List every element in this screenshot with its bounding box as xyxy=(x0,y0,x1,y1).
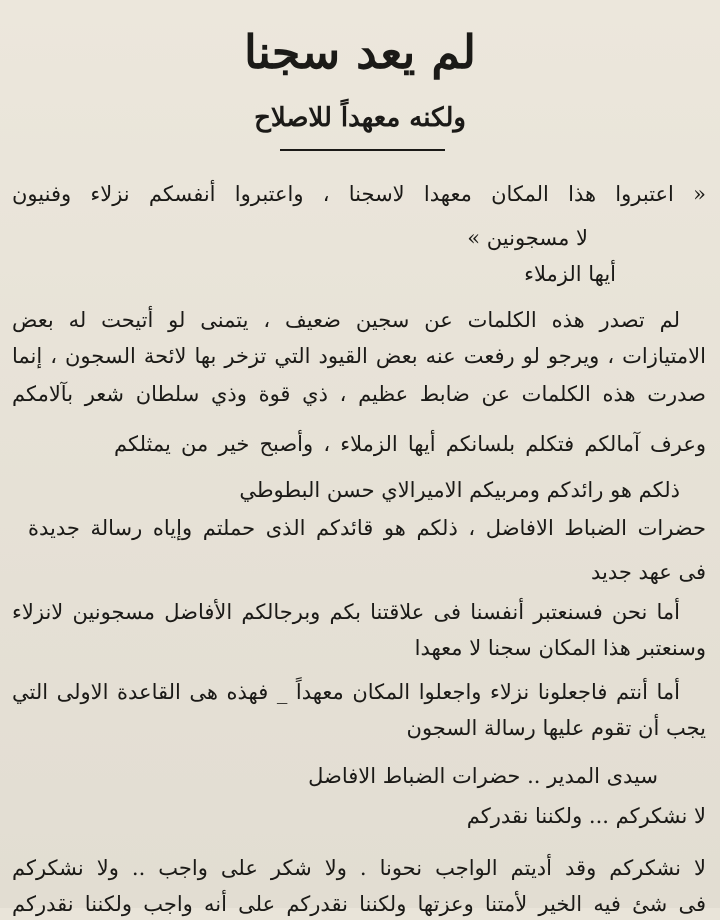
text-line: لا نشكركم وقد أديتم الواجب نحونا . ولا شكر على واجب .. ولا نشكركم xyxy=(12,856,706,880)
text-line: فى عهد جديد xyxy=(591,560,706,584)
text-line: صدرت هذه الكلمات عن ضابط عظيم ، ذي قوة وذي سلطان شعر بآلامكم xyxy=(12,382,706,406)
text-line: أما أنتم فاجعلونا نزلاء واجعلوا المكان معهداً _ فهذه هى القاعدة الاولى التي xyxy=(12,680,680,704)
text-line: حضرات الضباط الافاضل ، ذلكم هو قائدكم الذى حملتم وإياه رسالة جديدة xyxy=(28,516,706,540)
text-line: « اعتبروا هذا المكان معهدا لاسجنا ، واعتبروا أنفسكم نزلاء وفنيون xyxy=(12,182,706,206)
text-line: لا مسجونين » xyxy=(467,226,588,250)
text-line: أما نحن فسنعتبر أنفسنا فى علاقتنا بكم وبرجالكم الأفاضل مسجونين لانزلاء xyxy=(12,600,680,624)
text-line: وعرف آمالكم فتكلم بلسانكم أيها الزملاء ، وأصبح خير من يمثلكم xyxy=(114,432,706,456)
text-line: لا نشكركم ... ولكننا نقدركم xyxy=(466,804,706,828)
text-line: أيها الزملاء xyxy=(524,262,616,286)
text-line: فى شئ فيه الخير لأمتنا وعزتها ولكننا نقدركم على أنه واجب ولكننا نقدركم xyxy=(12,892,706,916)
text-line: الامتيازات ، ويرجو لو رفعت عنه بعض القيود التي تزخر بها لائحة السجون ، إنما xyxy=(12,344,706,368)
page-subtitle: ولكنه معهداً للاصلاح xyxy=(254,103,466,133)
text-line: لم تصدر هذه الكلمات عن سجين ضعيف ، يتمنى لو أتيحت له بعض xyxy=(12,308,680,332)
text-line: سيدى المدير .. حضرات الضباط الافاضل xyxy=(308,764,658,788)
text-line: ذلكم هو رائدكم ومربيكم الاميرالاي حسن البطوطي xyxy=(239,478,680,502)
title-divider xyxy=(280,149,445,151)
text-line: وسنعتبر هذا المكان سجنا لا معهدا xyxy=(414,636,706,660)
page-title: لم يعد سجنا xyxy=(244,25,476,79)
text-line: يجب أن تقوم عليها رسالة السجون xyxy=(406,716,706,740)
